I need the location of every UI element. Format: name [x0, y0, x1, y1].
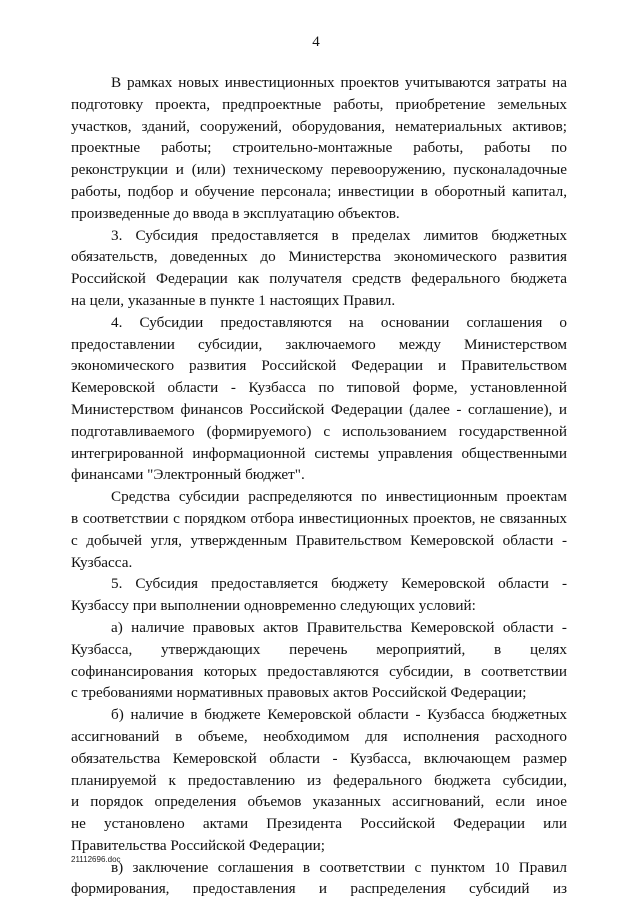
text-line: 4. Субсидии предоставляются на основании соглашения о	[111, 313, 567, 331]
text-line: 3. Субсидия предоставляется в пределах лимитов бюджетных	[111, 226, 567, 244]
text-line: интегрированной информационной системы управления общественными	[71, 444, 567, 462]
text-line: в соответствии с порядком отбора инвестиционных проектов, не связанных	[71, 509, 567, 527]
text-line: предоставлении субсидии, заключаемого между Министерством	[71, 335, 567, 353]
text-line: с добычей угля, утвержденным Правительством Кемеровской области -	[71, 531, 567, 549]
text-line: подготовку проекта, предпроектные работы, приобретение земельных	[71, 95, 567, 113]
text-line: Кемеровской области - Кузбасса по типовой форме, установленной	[71, 379, 567, 397]
text-line: обязательств, доведенных до Министерства экономического развития	[71, 248, 567, 266]
text-line: планируемой к предоставлению из федерального бюджета субсидии,	[71, 771, 567, 789]
text-line: Кузбассу при выполнении одновременно следующих условий:	[71, 597, 476, 615]
text-line: финансами "Электронный бюджет".	[71, 466, 305, 484]
text-line: формирования, предоставления и распределения субсидий из	[71, 880, 567, 898]
text-line: в) заключение соглашения в соответствии с пунктом 10 Правил	[111, 858, 567, 876]
text-line: Министерством финансов Российской Федерации (далее - соглашение), и	[71, 400, 567, 418]
text-line: Правительства Российской Федерации;	[71, 836, 325, 854]
text-line: а) наличие правовых актов Правительства Кемеровской области -	[111, 618, 567, 636]
text-line: участков, зданий, сооружений, оборудования, нематериальных активов;	[71, 117, 567, 135]
text-line: на цели, указанные в пункте 1 настоящих Правил.	[71, 291, 396, 309]
page-number: 4	[312, 34, 320, 50]
text-line: произведенные до ввода в эксплуатацию объектов.	[71, 204, 400, 222]
document-body	[71, 72, 567, 900]
document-file-name: 21112696.doc	[71, 855, 121, 864]
text-line: ассигнований в объеме, необходимом для исполнения расходного	[71, 727, 567, 745]
text-line: б) наличие в бюджете Кемеровской области - Кузбасса бюджетных	[111, 706, 567, 724]
text-line: работы, подбор и обучение персонала; инвестиции в оборотный капитал,	[71, 182, 567, 200]
text-line: Кузбасса.	[71, 553, 133, 571]
text-line: Кузбасса, утверждающих перечень мероприятий, в целях	[71, 640, 567, 658]
text-line: не установлено актами Президента Российской Федерации или	[71, 815, 567, 833]
text-line: и порядок определения объемов указанных ассигнований, если иное	[71, 793, 567, 811]
text-line: Российской Федерации как получателя средств федерального бюджета	[71, 270, 567, 288]
text-line: обязательства Кемеровской области - Кузбасса, включающем размер	[71, 749, 567, 767]
text-line: проектные работы; строительно-монтажные работы, работы по	[71, 139, 567, 157]
text-line: с требованиями нормативных правовых актов Российской Федерации;	[71, 684, 527, 702]
text-line: Средства субсидии распределяются по инвестиционным проектам	[111, 488, 567, 506]
text-line: В рамках новых инвестиционных проектов учитываются затраты на	[111, 74, 567, 91]
text-line: 5. Субсидия предоставляется бюджету Кемеровской области -	[111, 575, 567, 593]
text-line: реконструкции и (или) техническому перевооружению, пусконаладочные	[71, 161, 567, 179]
text-line: экономического развития Российской Федерации и Правительством	[71, 357, 567, 375]
text-line: подготавливаемого (формируемого) с использованием государственной	[71, 422, 567, 440]
text-line: софинансирования которых предоставляются субсидии, в соответствии	[71, 662, 567, 680]
